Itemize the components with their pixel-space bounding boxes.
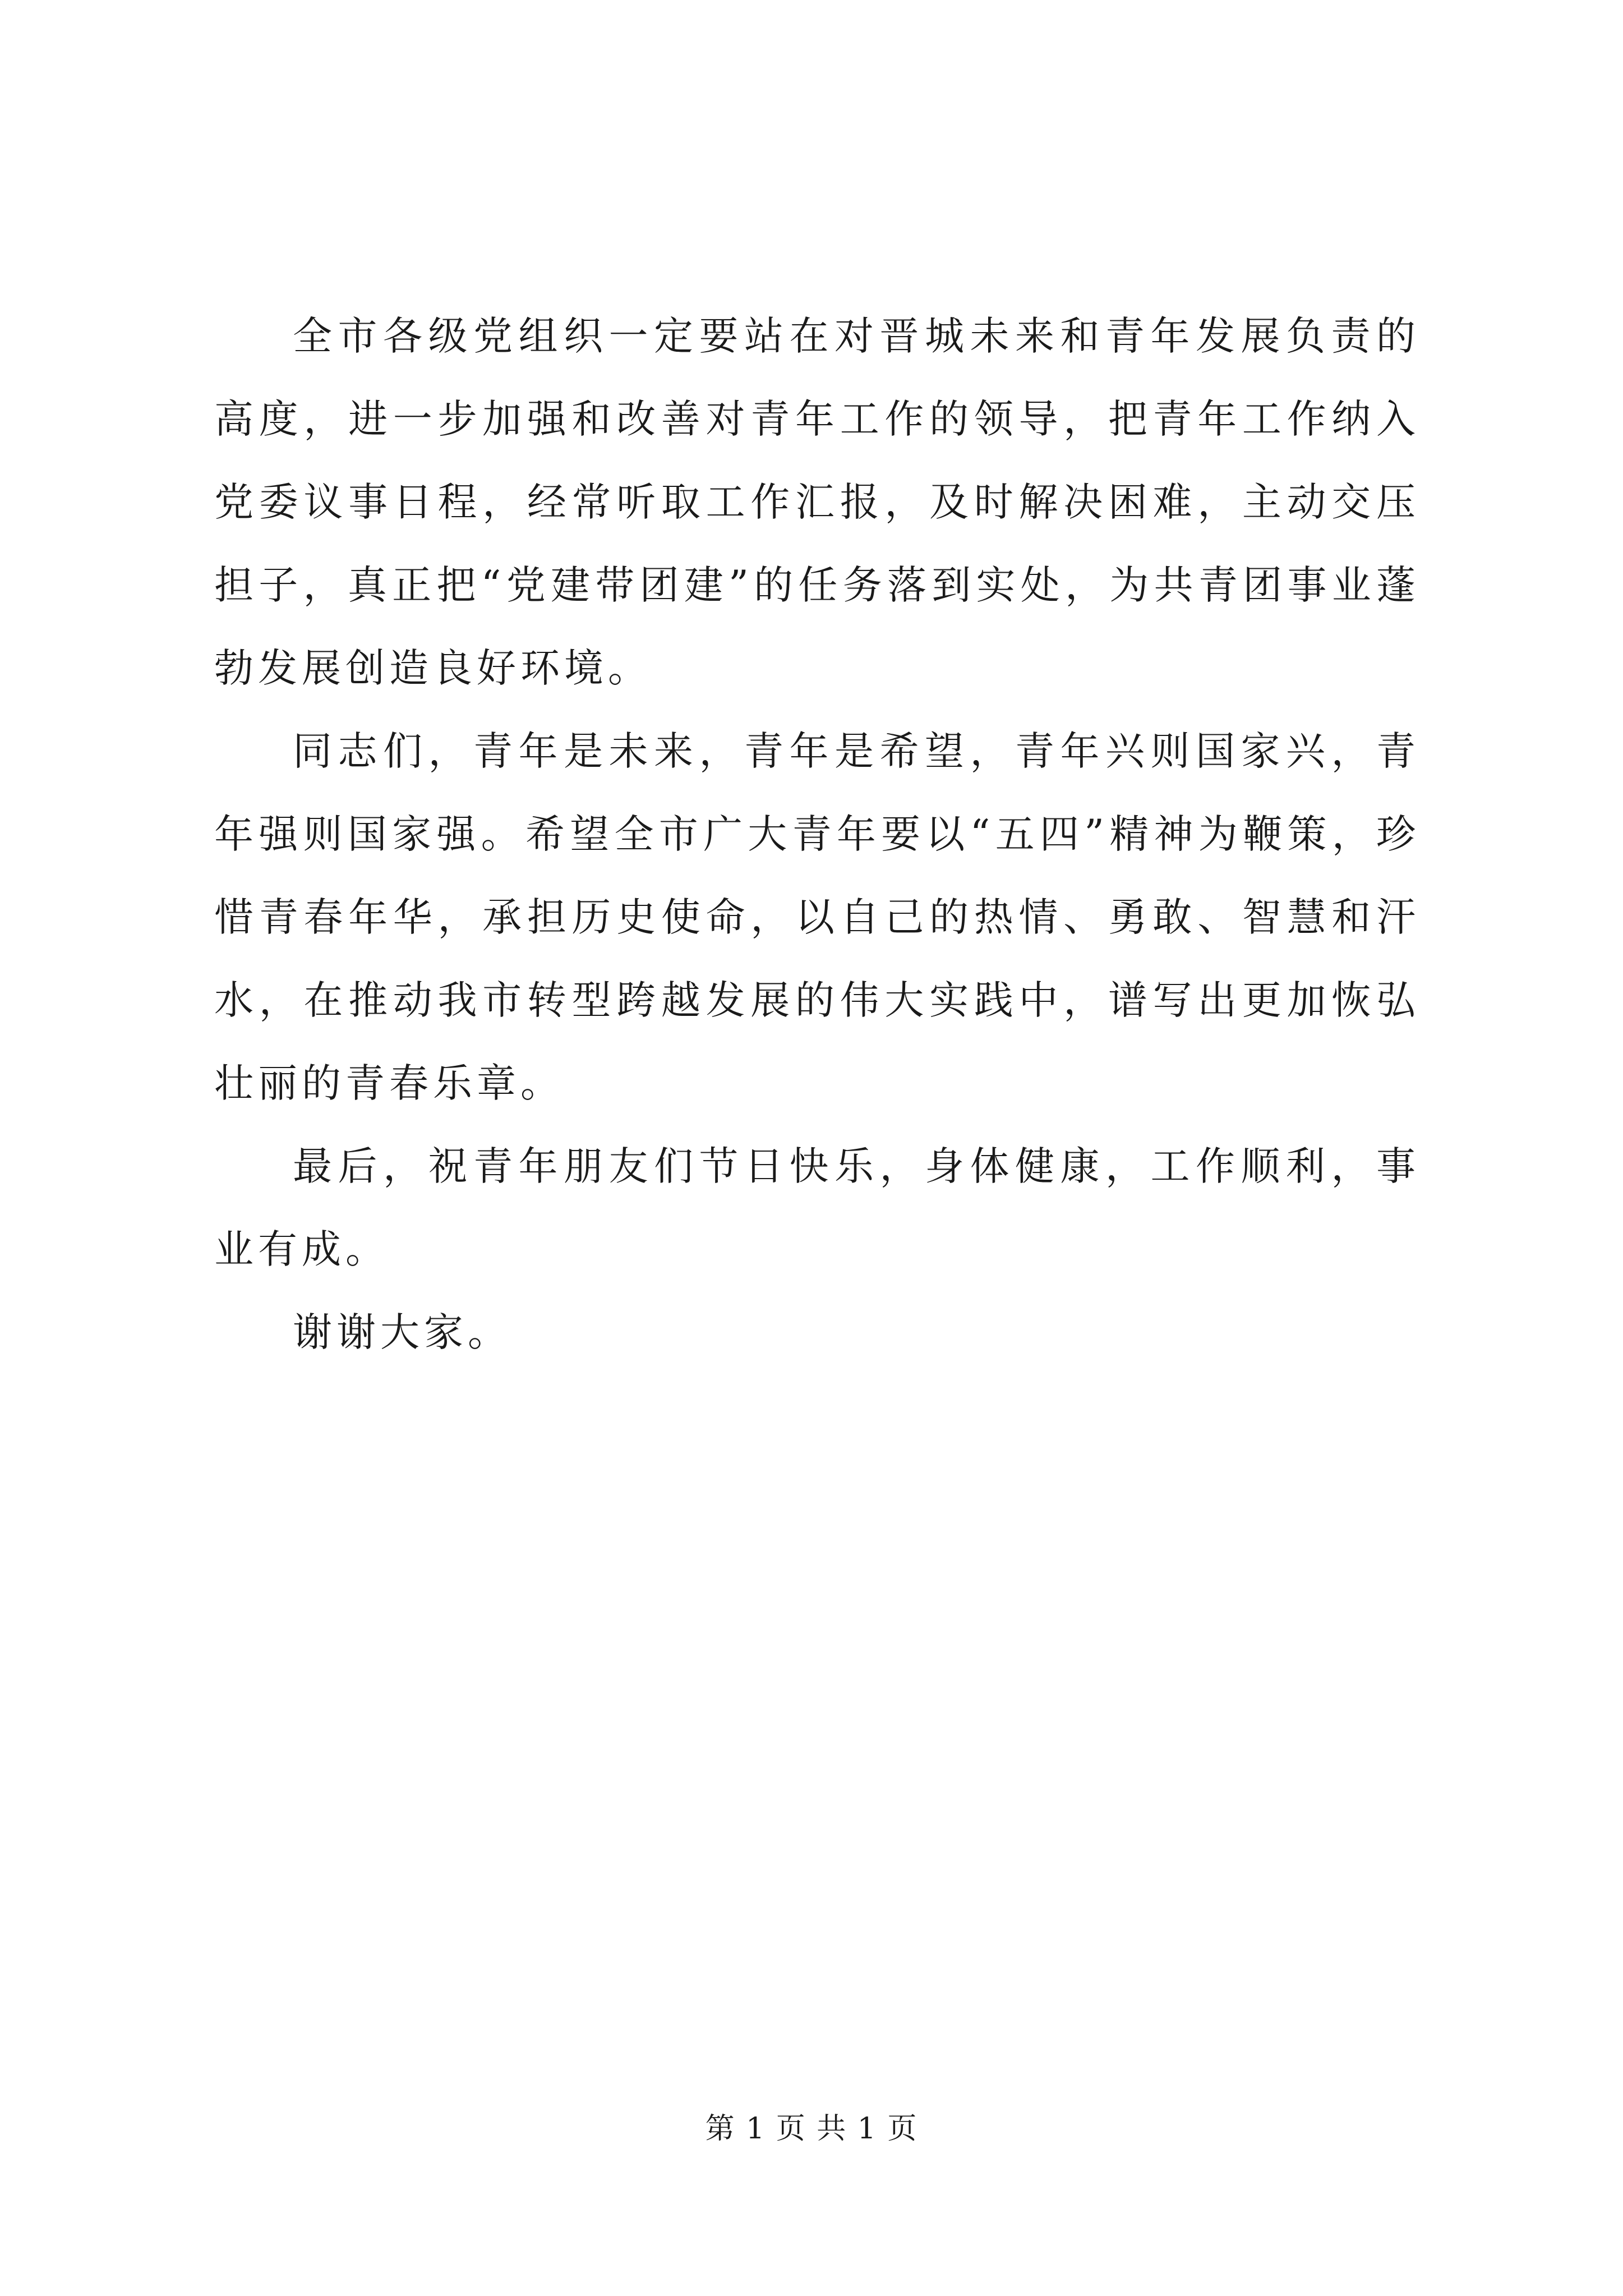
paragraph-wishes: 最后，祝青年朋友们节日快乐，身体健康，工作顺利，事业有成。 <box>214 1143 1420 1272</box>
document-body <box>214 295 1420 1374</box>
paragraph-youth-hope: 同志们，青年是未来，青年是希望，青年兴则国家兴，青年强则国家强。希望全市广大青年要以“五四”精神为鞭策，珍惜青春年华，承担历史使命，以自己的热情、勇敢、智慧和汗水，在推动我市转型跨越发展的伟大实践中，谱写出更加恢弘壮丽的青春乐章。 <box>214 728 1420 1106</box>
page-footer: 第 1 页 共 1 页 <box>705 2112 918 2146</box>
paragraph-thanks: 谢谢大家。 <box>293 1309 511 1355</box>
paragraph-leadership: 全市各级党组织一定要站在对晋城未来和青年发展负责的高度，进一步加强和改善对青年工作的领导，把青年工作纳入党委议事日程，经常听取工作汇报，及时解决困难，主动交压担子，真正把“党建带团建”的任务落到实处，为共青团事业蓬勃发展创造良好环境。 <box>214 313 1420 691</box>
